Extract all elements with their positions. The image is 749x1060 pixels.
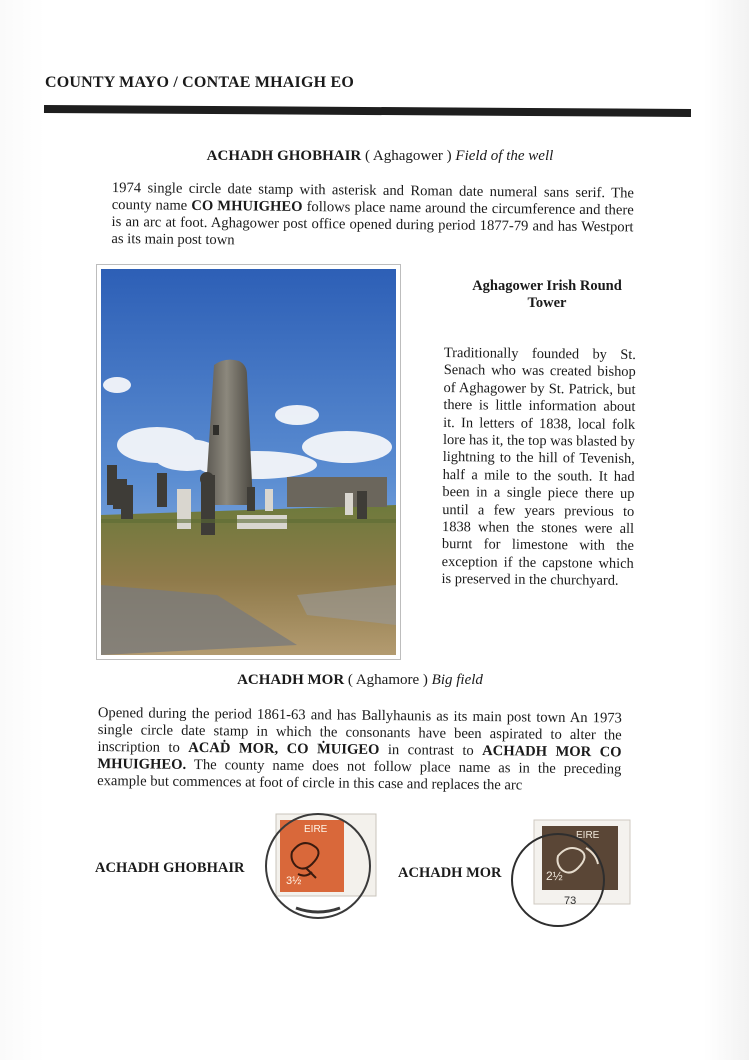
heading-rule: [44, 105, 691, 117]
inscription-aspirated: ACAḊ MOR, CO ṀUIGEO: [188, 739, 380, 758]
stamp-country: EIRE: [304, 824, 328, 835]
tower-description: Traditionally founded by St. Senach who was created bishop of Aghagower by St. Patrick, but there is little information about it. In letters of 1838, local folk lore has it, the top was blasted by lightning to the hill of Tevenish, half a mile to the south. It had been in a single piece there up until a few years previous to 1838 when the stones were all burnt for limestone with the exception if the capstone which is preserved in the churchyard.: [441, 345, 636, 590]
page-heading: COUNTY MAYO / CONTAE MHAIGH EO: [45, 74, 354, 91]
postmark-arc: [296, 908, 340, 912]
section-title-meaning: Field of the well: [455, 148, 554, 164]
inscription-standard: ACHADH MOR CO MHUIGHEO.: [97, 743, 622, 773]
round-tower-photo: [96, 264, 401, 660]
section-title-english: ( Aghagower ): [365, 148, 452, 164]
county-name: CO MHUIGHEO: [191, 197, 303, 215]
aghagower-description: [111, 180, 634, 253]
text-run: in contrast to: [379, 741, 483, 760]
aghagower-stamp-cover: [262, 812, 380, 922]
stamp-label-aghagower: ACHADH GHOBHAIR: [95, 860, 245, 876]
postmark-year: 73: [564, 895, 577, 907]
stamp-value: 3½: [286, 875, 302, 887]
section-title-meaning: Big field: [431, 672, 483, 688]
tower-heading: Aghagower Irish Round Tower: [472, 278, 622, 311]
section-title-english: ( Aghamore ): [347, 672, 428, 688]
aghamore-description: [97, 705, 622, 795]
text-run: Opened during the period 1861-63 and has Ballyhaunis as its main post town An 1973 single circle date stamp in which the consonants have been aspirated to alter the inscription to: [97, 705, 622, 756]
section-title-irish: ACHADH MOR: [237, 672, 345, 688]
section-title-aghagower: [150, 148, 610, 165]
stamp-value: 2½: [546, 869, 563, 883]
text-run: 1974 single circle date stamp with asterisk and Roman date numeral sans serif. The county name: [111, 180, 634, 214]
section-title-aghamore: [200, 672, 520, 689]
stamp-label-aghamore: ACHADH MOR: [398, 865, 502, 881]
text-run: The county name does not follow place name as in the preceding example but commences at foot of circle in this case and replaces the arc: [97, 756, 622, 794]
stamp-country: EIRE: [576, 830, 600, 841]
aghamore-stamp-cover: [508, 818, 632, 930]
section-title-irish: ACHADH GHOBHAIR: [206, 148, 362, 164]
text-run: follows place name around the circumference and there is an arc at foot. Aghagower post office opened during period 1877-79 and has Westport as its main post town: [111, 198, 634, 249]
